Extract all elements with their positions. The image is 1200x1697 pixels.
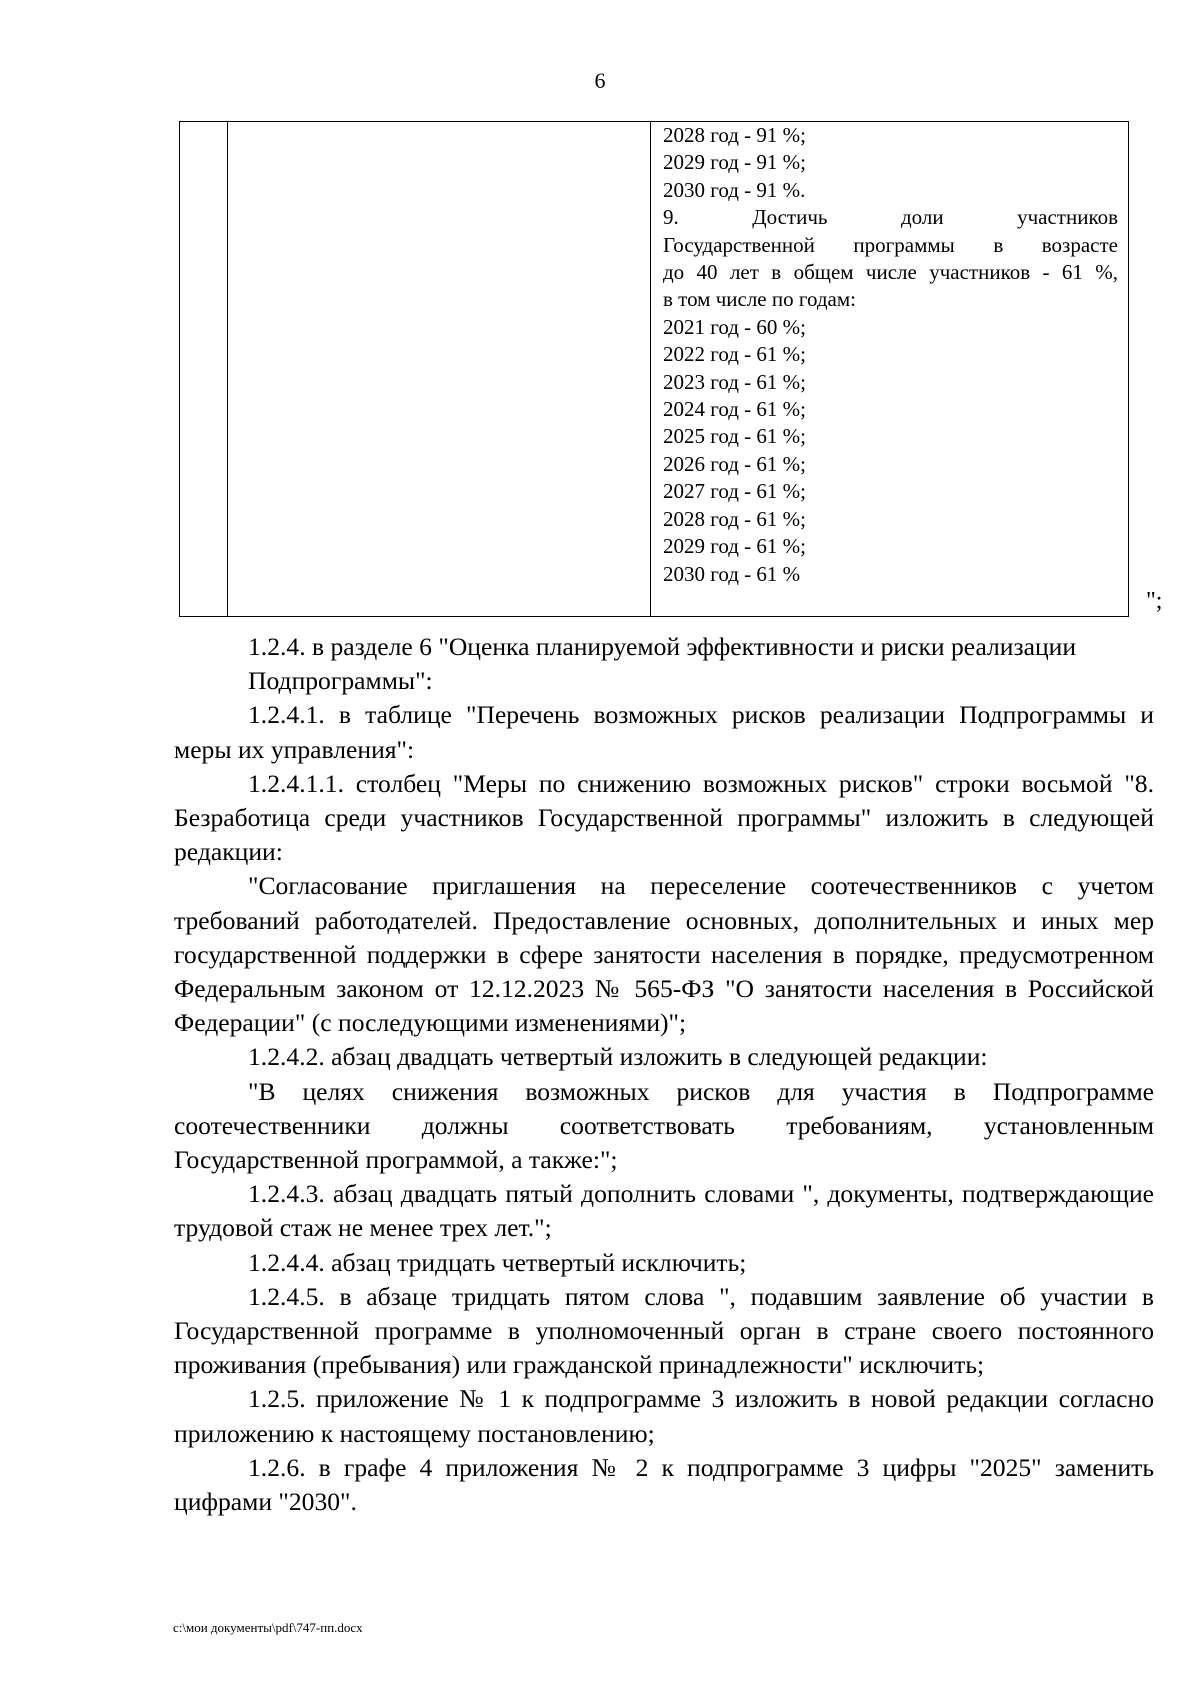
table-cell-line: 2021 год - 60 %;	[663, 314, 806, 339]
table-cell-line: 2030 год - 61 %	[663, 561, 801, 586]
table-cell-line: Государственной программы в возрасте	[663, 232, 1118, 257]
table-cell-line: 2027 год - 61 %;	[663, 479, 806, 504]
paragraph: 1.2.4.3. абзац двадцать пятый дополнить словами ", документы, подтверждающие трудовой стаж не менее трех лет.";	[174, 1179, 1154, 1243]
table-cell-line: 2026 год - 61 %;	[663, 451, 806, 476]
paragraph: 1.2.4.5. в абзаце тридцать пятом слова ", подавшим заявление об участии в Государственной программе в уполномоченный орган в стране своего постоянного проживания (пребывания) или гражданской принадлежности" исключить;	[174, 1281, 1154, 1380]
paragraph: 1.2.4. в разделе 6 "Оценка планируемой эффективности и риски реализации	[248, 632, 1077, 661]
table-cell-line: 2025 год - 61 %;	[663, 424, 806, 449]
paragraph: Подпрограммы":	[248, 666, 433, 696]
table-cell-line: до 40 лет в общем числе участников - 61 %,	[663, 260, 1118, 285]
table-cell-line: 2028 год - 91 %;	[663, 123, 806, 147]
table-cell-goals	[663, 122, 1118, 588]
page-number: 6	[594, 68, 606, 93]
paragraph: "В целях снижения возможных рисков для участия в Подпрограмме соотечественники должны соответствовать требованиям, установленным Государственной программой, а также:";	[174, 1076, 1154, 1175]
table-cell-line: 2029 год - 91 %;	[663, 150, 806, 175]
table-cell-line: 9. Достичь доли участников	[663, 205, 1118, 230]
amendment-text	[174, 630, 1154, 1519]
table-cell-line: в том числе по годам:	[663, 287, 856, 312]
table-closing-quote: ";	[1146, 588, 1163, 614]
paragraph: 1.2.6. в графе 4 приложения № 2 к подпрограмме 3 цифры "2025" заменить цифрами "2030".	[174, 1452, 1154, 1517]
paragraph: 1.2.5. приложение № 1 к подпрограмме 3 изложить в новой редакции согласно приложению к настоящему постановлению;	[174, 1384, 1154, 1448]
paragraph: "Согласование приглашения на переселение соотечественников с учетом требований работодателей. Предоставление основных, дополнительных и иных мер государственной поддержки в сфере занятости населения в порядке, предусмотренном Федеральным законом от 12.12.2023 № 565-ФЗ "О занятости населения в Российской Федерации" (с последующими изменениями)";	[174, 871, 1154, 1038]
paragraph: 1.2.4.4. абзац тридцать четвертый исключить;	[248, 1247, 747, 1277]
file-path-footer: c:\мои документы\pdf\747-пп.docx	[173, 1620, 363, 1635]
paragraph: 1.2.4.1.1. столбец "Меры по снижению возможных рисков" строки восьмой "8. Безработица среди участников Государственной программы" изложить в следующей редакции:	[174, 768, 1154, 867]
table-column-divider	[227, 122, 228, 616]
table-cell-line: 2028 год - 61 %;	[663, 506, 806, 531]
table-cell-line: 2023 год - 61 %;	[663, 369, 806, 394]
table-cell-line: 2022 год - 61 %;	[663, 342, 806, 367]
table-column-divider	[650, 122, 651, 616]
table-cell-line: 2030 год - 91 %.	[663, 177, 806, 202]
paragraph: 1.2.4.2. абзац двадцать четвертый изложить в следующей редакции:	[248, 1042, 988, 1072]
paragraph: 1.2.4.1. в таблице "Перечень возможных рисков реализации Подпрограммы и меры их управления":	[174, 700, 1154, 764]
table-cell-line: 2024 год - 61 %;	[663, 397, 806, 422]
continuation-table	[179, 121, 1129, 617]
table-cell-line: 2029 год - 61 %;	[663, 534, 806, 559]
